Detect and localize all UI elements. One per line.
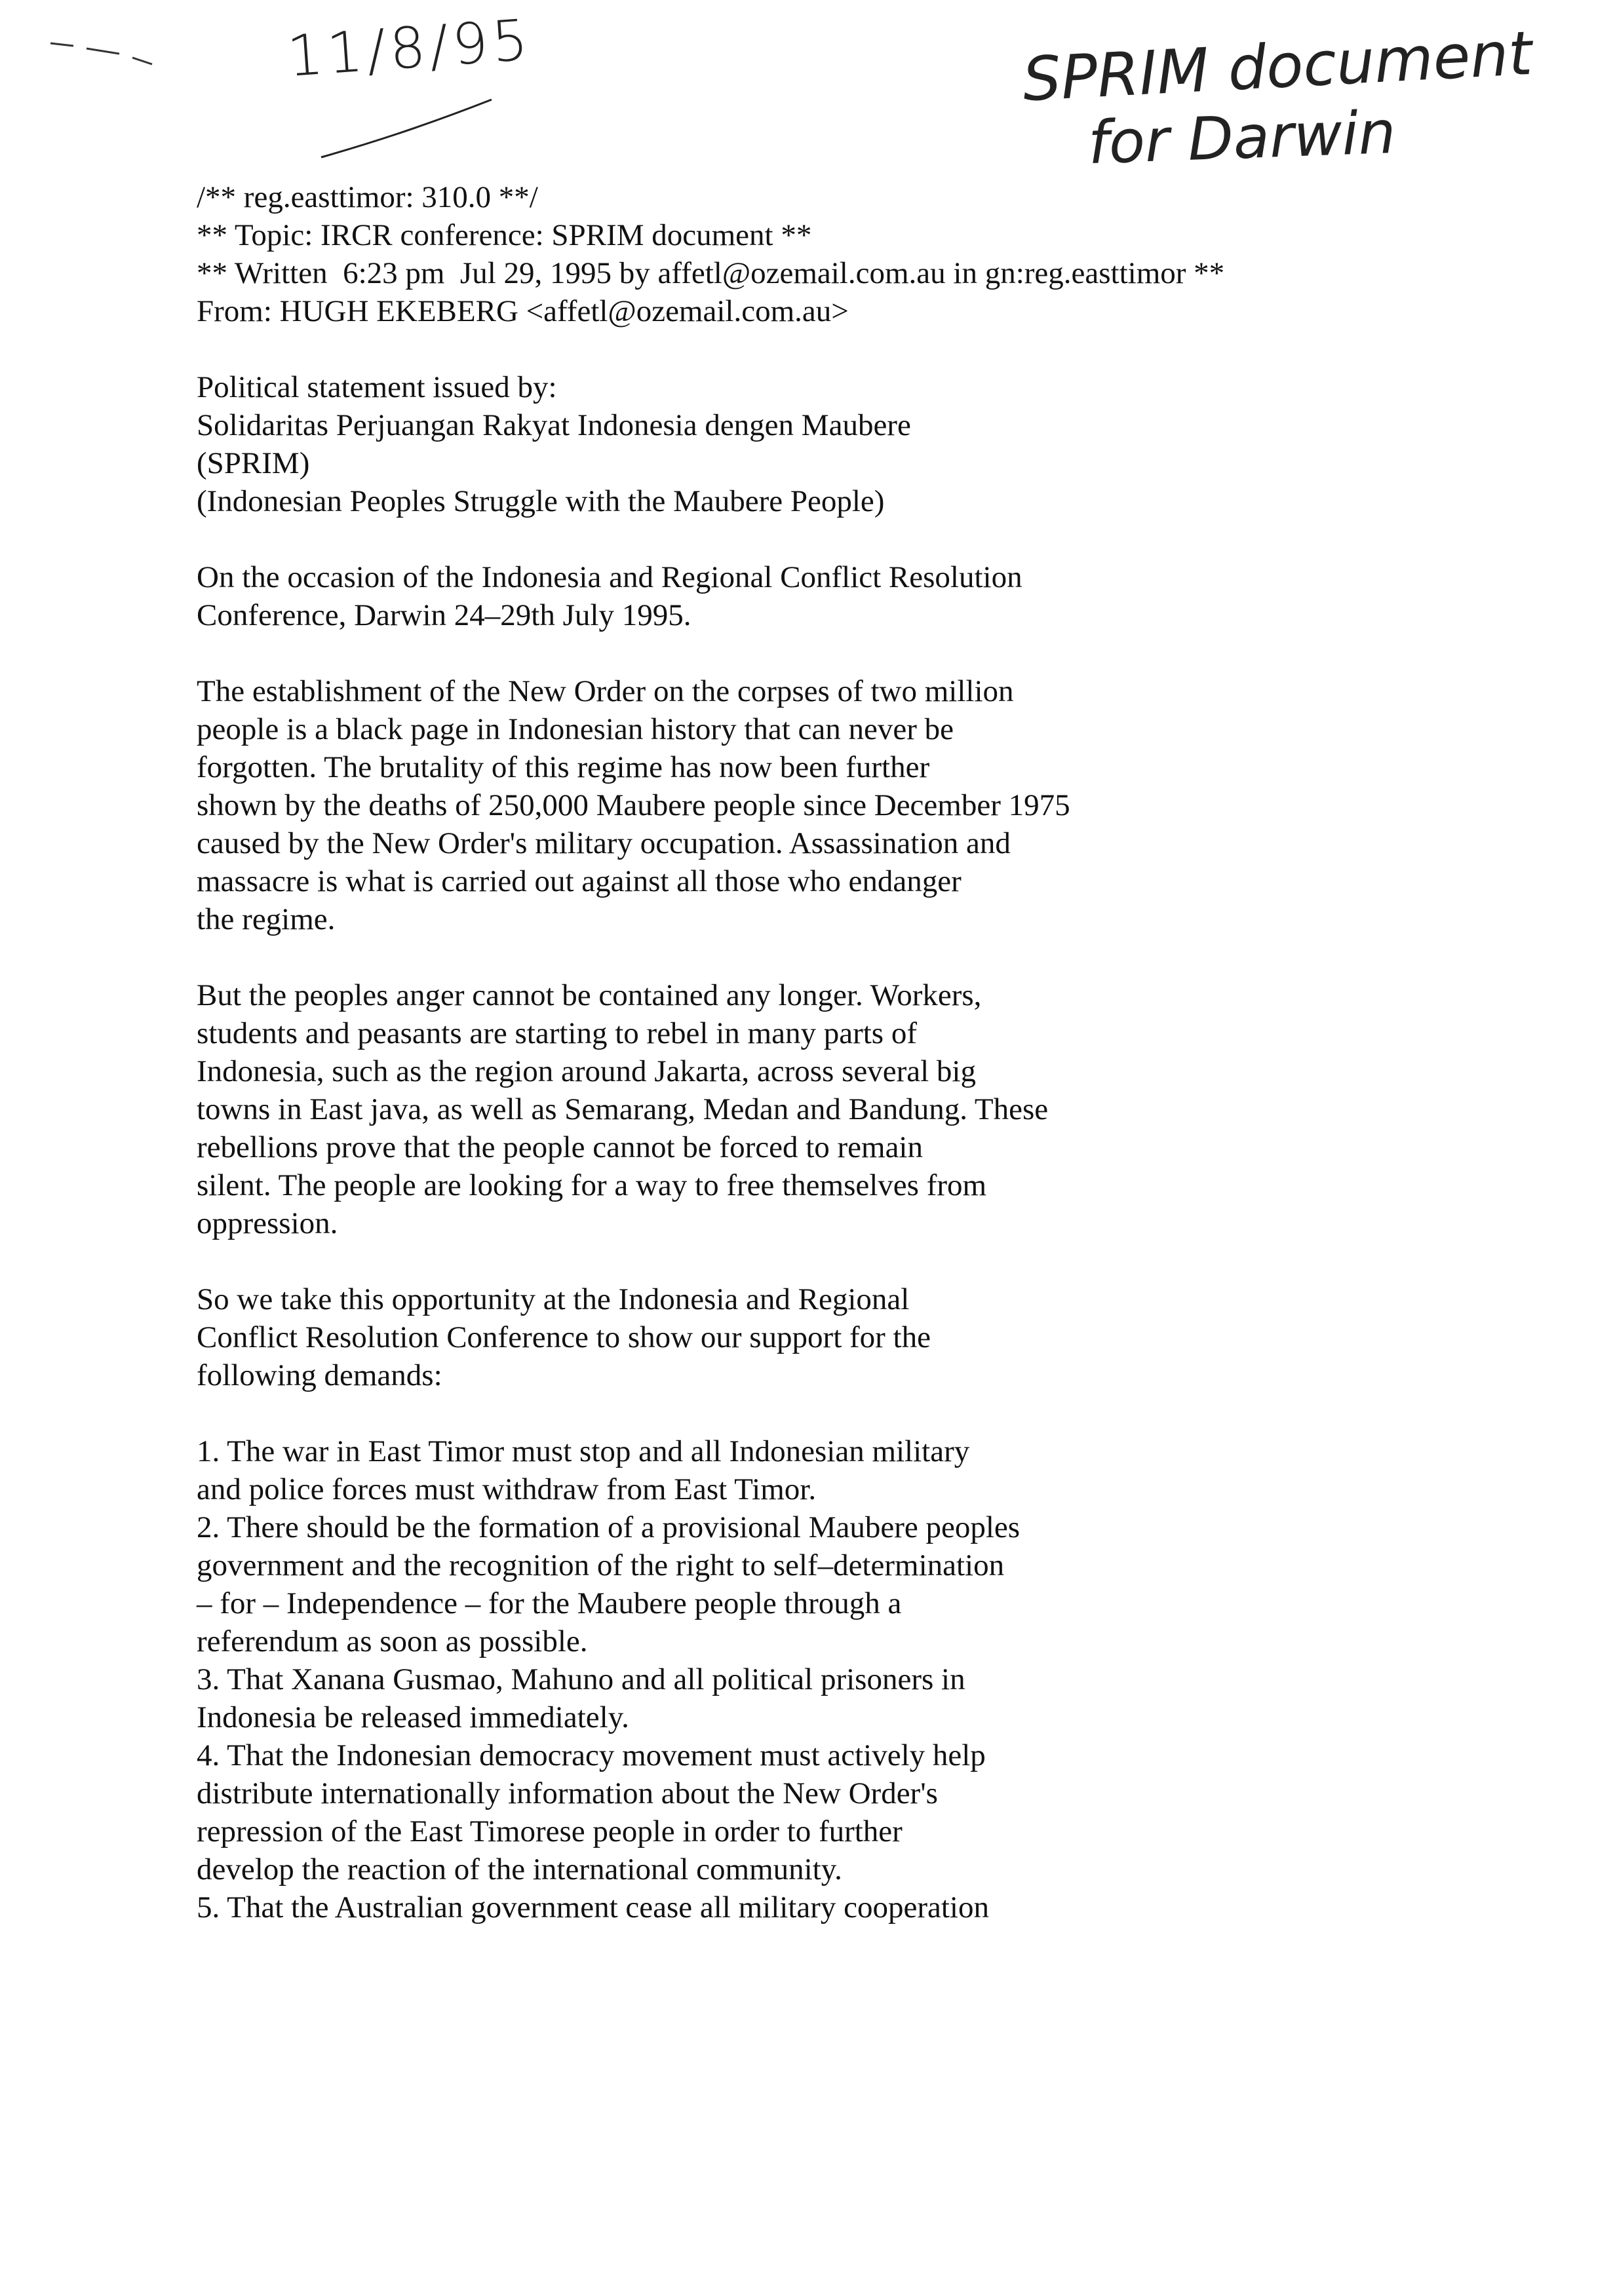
paragraph-line: So we take this opportunity at the Indonesia and Regional — [197, 1282, 910, 1316]
header-line: /** reg.easttimor: 310.0 **/ — [197, 180, 538, 214]
paragraph-line: caused by the New Order's military occupation. Assassination and — [197, 826, 1011, 860]
paragraph-line: Conflict Resolution Conference to show our support for the — [197, 1320, 931, 1354]
demand-line: 3. That Xanana Gusmao, Mahuno and all political prisoners in — [197, 1662, 965, 1696]
paragraph-line: shown by the deaths of 250,000 Maubere people since December 1975 — [197, 788, 1070, 822]
occasion-line: On the occasion of the Indonesia and Regional Conflict Resolution — [197, 560, 1022, 594]
paragraph-peoples-anger — [197, 976, 1508, 1242]
paragraph-line: the regime. — [197, 902, 336, 936]
demand-line: 1. The war in East Timor must stop and all Indonesian military — [197, 1434, 970, 1468]
issuer-line: (SPRIM) — [197, 446, 310, 480]
paragraph-line: massacre is what is carried out against all those who endanger — [197, 864, 962, 898]
paragraph-line: forgotten. The brutality of this regime has now been further — [197, 750, 930, 784]
header-line: ** Written 6:23 pm Jul 29, 1995 by affetl@ozemail.com.au in gn:reg.easttimor ** — [197, 256, 1225, 290]
demand-line: 4. That the Indonesian democracy movement must actively help — [197, 1738, 986, 1772]
paragraph-line: rebellions prove that the people cannot be forced to remain — [197, 1130, 923, 1164]
paragraph-line: The establishment of the New Order on the corpses of two million — [197, 674, 1014, 708]
issuer-line: (Indonesian Peoples Struggle with the Maubere People) — [197, 484, 885, 518]
header-line: ** Topic: IRCR conference: SPRIM document ** — [197, 218, 812, 252]
message-header — [197, 178, 1508, 330]
paragraph-support — [197, 1280, 1508, 1394]
paragraph-line: oppression. — [197, 1206, 338, 1240]
demand-line: government and the recognition of the right to self–determination — [197, 1548, 1005, 1582]
issuer-line: Solidaritas Perjuangan Rakyat Indonesia dengen Maubere — [197, 408, 911, 442]
demand-line: – for – Independence – for the Maubere people through a — [197, 1586, 902, 1620]
demand-line: referendum as soon as possible. — [197, 1624, 588, 1658]
paragraph-line: Indonesia, such as the region around Jakarta, across several big — [197, 1054, 976, 1088]
paragraph-line: silent. The people are looking for a way to free themselves from — [197, 1168, 987, 1202]
paragraph-new-order — [197, 672, 1508, 938]
issuer-line: Political statement issued by: — [197, 370, 557, 404]
demands-list — [197, 1432, 1508, 1926]
handwritten-date: 11/8/95 — [284, 7, 534, 90]
demand-line: develop the reaction of the international community. — [197, 1852, 842, 1886]
issuer-block — [197, 368, 1508, 520]
paragraph-line: But the peoples anger cannot be contained any longer. Workers, — [197, 978, 982, 1012]
handwritten-dash-mark — [47, 30, 159, 69]
paragraph-line: following demands: — [197, 1358, 442, 1392]
demand-line: repression of the East Timorese people in order to further — [197, 1814, 903, 1848]
handwritten-note-line1: SPRIM document — [1021, 18, 1534, 115]
occasion-line: Conference, Darwin 24–29th July 1995. — [197, 598, 691, 632]
occasion-paragraph — [197, 558, 1508, 634]
document-body — [197, 178, 1508, 1926]
paragraph-line: people is a black page in Indonesian history that can never be — [197, 712, 954, 746]
header-line: From: HUGH EKEBERG <affetl@ozemail.com.au> — [197, 294, 849, 328]
demand-line: 5. That the Australian government cease all military cooperation — [197, 1890, 989, 1924]
demand-line: distribute internationally information about the New Order's — [197, 1776, 938, 1810]
demand-line: and police forces must withdraw from East Timor. — [197, 1472, 817, 1506]
handwritten-note-line2: for Darwin — [1087, 98, 1397, 178]
paragraph-line: students and peasants are starting to rebel in many parts of — [197, 1016, 917, 1050]
demand-line: 2. There should be the formation of a provisional Maubere peoples — [197, 1510, 1021, 1544]
paragraph-line: towns in East java, as well as Semarang, Medan and Bandung. These — [197, 1092, 1049, 1126]
handwritten-underline — [315, 92, 498, 164]
demand-line: Indonesia be released immediately. — [197, 1700, 629, 1734]
